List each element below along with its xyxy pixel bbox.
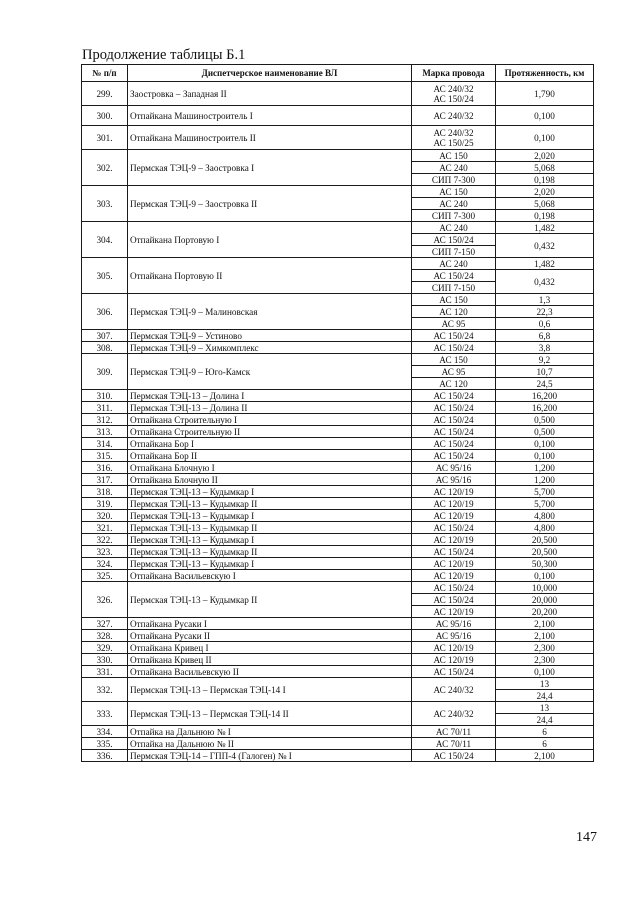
wire-mark: АС 70/11 xyxy=(412,726,496,738)
line-name: Отпайкана Блочную I xyxy=(128,462,412,474)
table-row xyxy=(82,82,594,106)
table-row xyxy=(82,486,594,498)
table-row xyxy=(82,450,594,462)
row-number: 322. xyxy=(82,534,128,546)
line-length: 5,700 xyxy=(496,498,594,510)
row-number: 313. xyxy=(82,426,128,438)
table-header-row xyxy=(82,65,594,82)
line-name: Пермская ТЭЦ-13 – Кудымкар I xyxy=(128,510,412,522)
line-name: Пермская ТЭЦ-13 – Кудымкар II xyxy=(128,582,412,618)
line-name: Пермская ТЭЦ-13 – Кудымкар II xyxy=(128,546,412,558)
wire-mark: АС 95 xyxy=(412,318,496,330)
line-length: 4,800 xyxy=(496,510,594,522)
table-row xyxy=(82,426,594,438)
line-length: 9,2 xyxy=(496,354,594,366)
power-lines-table xyxy=(81,64,594,762)
row-number: 326. xyxy=(82,582,128,618)
line-name: Отпайка на Дальнюю № I xyxy=(128,726,412,738)
row-number: 327. xyxy=(82,618,128,630)
table-body xyxy=(82,82,594,762)
table-row xyxy=(82,642,594,654)
line-name: Отпайкана Русаки I xyxy=(128,618,412,630)
line-length: 24,4 xyxy=(496,714,594,726)
wire-mark: АС 95/16 xyxy=(412,462,496,474)
line-name: Отпайкана Русаки II xyxy=(128,630,412,642)
line-name: Пермская ТЭЦ-13 – Кудымкар II xyxy=(128,522,412,534)
line-length: 20,500 xyxy=(496,534,594,546)
table-row xyxy=(82,546,594,558)
line-length: 13 xyxy=(496,678,594,690)
line-length: 2,100 xyxy=(496,630,594,642)
row-number: 325. xyxy=(82,570,128,582)
row-number: 318. xyxy=(82,486,128,498)
table-row xyxy=(82,414,594,426)
wire-mark: АС 240 xyxy=(412,222,496,234)
line-length: 24,4 xyxy=(496,690,594,702)
row-number: 320. xyxy=(82,510,128,522)
line-name: Заостровка – Западная II xyxy=(128,82,412,106)
row-number: 333. xyxy=(82,702,128,726)
line-length: 2,300 xyxy=(496,654,594,666)
table-row xyxy=(82,390,594,402)
row-number: 321. xyxy=(82,522,128,534)
line-name: Пермская ТЭЦ-9 – Заостровка II xyxy=(128,186,412,222)
line-length: 6 xyxy=(496,738,594,750)
wire-mark: АС 120/19 xyxy=(412,642,496,654)
table-row xyxy=(82,342,594,354)
wire-mark: СИП 7-300 xyxy=(412,174,496,186)
line-length: 0,100 xyxy=(496,106,594,126)
line-length: 1,200 xyxy=(496,474,594,486)
row-number: 331. xyxy=(82,666,128,678)
line-length: 5,068 xyxy=(496,162,594,174)
line-length: 0,100 xyxy=(496,126,594,150)
table-row xyxy=(82,186,594,198)
line-name: Пермская ТЭЦ-13 – Кудымкар I xyxy=(128,486,412,498)
wire-mark: АС 95/16 xyxy=(412,474,496,486)
line-length: 2,020 xyxy=(496,186,594,198)
line-length: 5,068 xyxy=(496,198,594,210)
row-number: 308. xyxy=(82,342,128,354)
line-name: Отпайкана Блочную II xyxy=(128,474,412,486)
row-number: 315. xyxy=(82,450,128,462)
page-number: 147 xyxy=(576,830,597,845)
wire-mark: АС 95/16 xyxy=(412,630,496,642)
line-length: 1,482 xyxy=(496,222,594,234)
row-number: 330. xyxy=(82,654,128,666)
line-name: Отпайкана Бор II xyxy=(128,450,412,462)
row-number: 302. xyxy=(82,150,128,186)
wire-mark: АС 150/24 xyxy=(412,342,496,354)
line-length: 0,100 xyxy=(496,438,594,450)
header-num: № п/п xyxy=(82,65,128,82)
wire-mark: АС 240 xyxy=(412,162,496,174)
line-name: Отпайкана Строительную II xyxy=(128,426,412,438)
wire-mark: АС 240/32 xyxy=(433,83,474,94)
table-row xyxy=(82,750,594,762)
line-name: Пермская ТЭЦ-13 – Кудымкар I xyxy=(128,534,412,546)
row-number: 312. xyxy=(82,414,128,426)
line-name: Пермская ТЭЦ-13 – Кудымкар II xyxy=(128,498,412,510)
table-row xyxy=(82,618,594,630)
wire-mark: АС 150/24 xyxy=(412,438,496,450)
row-number: 311. xyxy=(82,402,128,414)
line-length: 0,432 xyxy=(496,234,594,258)
table-row xyxy=(82,258,594,270)
row-number: 316. xyxy=(82,462,128,474)
wire-mark: АС 150/24 xyxy=(412,522,496,534)
line-name: Отпайкана Машиностроитель II xyxy=(128,126,412,150)
table-caption: Продолжение таблицы Б.1 xyxy=(82,47,246,63)
row-number: 328. xyxy=(82,630,128,642)
table-row xyxy=(82,402,594,414)
row-number: 335. xyxy=(82,738,128,750)
wire-mark: АС 120/19 xyxy=(412,486,496,498)
line-name: Отпайкана Васильевскую I xyxy=(128,570,412,582)
wire-mark: АС 150/25 xyxy=(433,137,474,148)
row-number: 309. xyxy=(82,354,128,390)
row-number: 305. xyxy=(82,258,128,294)
table-row xyxy=(82,630,594,642)
line-name: Пермская ТЭЦ-13 – Долина I xyxy=(128,390,412,402)
line-name: Пермская ТЭЦ-13 – Пермская ТЭЦ-14 II xyxy=(128,702,412,726)
table-row xyxy=(82,558,594,570)
line-name: Отпайкана Васильевскую II xyxy=(128,666,412,678)
wire-mark: АС 150/24 xyxy=(412,426,496,438)
table-row xyxy=(82,222,594,234)
wire-mark: АС 120/19 xyxy=(412,498,496,510)
line-length: 0,100 xyxy=(496,450,594,462)
table-row xyxy=(82,666,594,678)
wire-mark-cell xyxy=(412,126,496,150)
wire-mark: АС 240 xyxy=(412,198,496,210)
wire-mark: СИП 7-150 xyxy=(412,282,496,294)
line-length: 0,100 xyxy=(496,570,594,582)
line-name: Пермская ТЭЦ-13 – Пермская ТЭЦ-14 I xyxy=(128,678,412,702)
wire-mark: АС 240/32 xyxy=(433,127,474,138)
wire-mark: АС 120/19 xyxy=(412,654,496,666)
wire-mark: АС 150/24 xyxy=(412,582,496,594)
wire-mark: АС 240/32 xyxy=(412,678,496,702)
line-length: 5,700 xyxy=(496,486,594,498)
wire-mark: АС 150/24 xyxy=(412,546,496,558)
row-number: 304. xyxy=(82,222,128,258)
table-row xyxy=(82,498,594,510)
table-row xyxy=(82,294,594,306)
row-number: 314. xyxy=(82,438,128,450)
wire-mark: АС 120 xyxy=(412,306,496,318)
table-row xyxy=(82,474,594,486)
wire-mark: АС 150/24 xyxy=(412,402,496,414)
line-length: 20,000 xyxy=(496,594,594,606)
row-number: 299. xyxy=(82,82,128,106)
wire-mark: АС 120/19 xyxy=(412,510,496,522)
wire-mark: АС 70/11 xyxy=(412,738,496,750)
row-number: 332. xyxy=(82,678,128,702)
wire-mark: АС 150/24 xyxy=(412,750,496,762)
wire-mark: АС 150/24 xyxy=(412,666,496,678)
table-row xyxy=(82,678,594,690)
wire-mark: АС 95/16 xyxy=(412,618,496,630)
wire-mark: АС 120/19 xyxy=(412,558,496,570)
table-row xyxy=(82,126,594,150)
line-name: Отпайкана Строительную I xyxy=(128,414,412,426)
line-length: 1,482 xyxy=(496,258,594,270)
line-name: Пермская ТЭЦ-9 – Малиновская xyxy=(128,294,412,330)
line-name: Отпайкана Кривец II xyxy=(128,654,412,666)
line-length: 1,3 xyxy=(496,294,594,306)
row-number: 310. xyxy=(82,390,128,402)
line-length: 0,100 xyxy=(496,666,594,678)
line-length: 1,790 xyxy=(496,82,594,106)
line-name: Пермская ТЭЦ-9 – Устиново xyxy=(128,330,412,342)
header-name: Диспетчерское наименование ВЛ xyxy=(128,65,412,82)
line-length: 20,500 xyxy=(496,546,594,558)
line-length: 10,7 xyxy=(496,366,594,378)
wire-mark: АС 150/24 xyxy=(412,330,496,342)
line-name: Отпайкана Портовую I xyxy=(128,222,412,258)
row-number: 319. xyxy=(82,498,128,510)
wire-mark-cell xyxy=(412,82,496,106)
wire-mark: АС 120/19 xyxy=(412,570,496,582)
table-row xyxy=(82,106,594,126)
row-number: 306. xyxy=(82,294,128,330)
row-number: 323. xyxy=(82,546,128,558)
wire-mark: СИП 7-150 xyxy=(412,246,496,258)
line-length: 10,000 xyxy=(496,582,594,594)
line-name: Пермская ТЭЦ-9 – Заостровка I xyxy=(128,150,412,186)
table-row xyxy=(82,582,594,594)
table-row xyxy=(82,510,594,522)
line-length: 20,200 xyxy=(496,606,594,618)
line-length: 50,300 xyxy=(496,558,594,570)
line-length: 2,100 xyxy=(496,750,594,762)
wire-mark: АС 240 xyxy=(412,258,496,270)
wire-mark: АС 150/24 xyxy=(412,450,496,462)
table-row xyxy=(82,438,594,450)
line-name: Отпайка на Дальнюю № II xyxy=(128,738,412,750)
wire-mark: АС 95 xyxy=(412,366,496,378)
wire-mark: АС 150/24 xyxy=(433,93,474,104)
line-length: 1,200 xyxy=(496,462,594,474)
wire-mark: СИП 7-300 xyxy=(412,210,496,222)
row-number: 317. xyxy=(82,474,128,486)
line-length: 16,200 xyxy=(496,390,594,402)
row-number: 303. xyxy=(82,186,128,222)
wire-mark: АС 150/24 xyxy=(412,414,496,426)
row-number: 307. xyxy=(82,330,128,342)
wire-mark: АС 150/24 xyxy=(412,234,496,246)
line-length: 0,432 xyxy=(496,270,594,294)
line-name: Пермская ТЭЦ-9 – Химкомплекс xyxy=(128,342,412,354)
row-number: 324. xyxy=(82,558,128,570)
table-row xyxy=(82,330,594,342)
line-length: 6,8 xyxy=(496,330,594,342)
table-row xyxy=(82,522,594,534)
line-name: Пермская ТЭЦ-14 – ГПП-4 (Галоген) № I xyxy=(128,750,412,762)
wire-mark: АС 150 xyxy=(412,186,496,198)
line-length: 0,198 xyxy=(496,174,594,186)
table-row xyxy=(82,726,594,738)
header-length: Протяженность, км xyxy=(496,65,594,82)
wire-mark: АС 150 xyxy=(412,354,496,366)
line-length: 2,020 xyxy=(496,150,594,162)
line-length: 0,500 xyxy=(496,414,594,426)
row-number: 301. xyxy=(82,126,128,150)
wire-mark: АС 150 xyxy=(412,294,496,306)
table-row xyxy=(82,738,594,750)
line-length: 3,8 xyxy=(496,342,594,354)
header-wire: Марка провода xyxy=(412,65,496,82)
line-name: Отпайкана Бор I xyxy=(128,438,412,450)
wire-mark: АС 150/24 xyxy=(412,594,496,606)
line-length: 13 xyxy=(496,702,594,714)
wire-mark: АС 120/19 xyxy=(412,606,496,618)
line-name: Пермская ТЭЦ-9 – Юго-Камск xyxy=(128,354,412,390)
line-name: Отпайкана Портовую II xyxy=(128,258,412,294)
line-length: 22,3 xyxy=(496,306,594,318)
line-name: Отпайкана Кривец I xyxy=(128,642,412,654)
wire-mark: АС 240/32 xyxy=(412,106,496,126)
line-length: 0,500 xyxy=(496,426,594,438)
table-row xyxy=(82,462,594,474)
row-number: 336. xyxy=(82,750,128,762)
wire-mark: АС 150 xyxy=(412,150,496,162)
wire-mark: АС 120/19 xyxy=(412,534,496,546)
table-row xyxy=(82,354,594,366)
line-name: Пермская ТЭЦ-13 – Долина II xyxy=(128,402,412,414)
wire-mark: АС 240/32 xyxy=(412,702,496,726)
line-length: 24,5 xyxy=(496,378,594,390)
line-length: 6 xyxy=(496,726,594,738)
line-length: 4,800 xyxy=(496,522,594,534)
row-number: 334. xyxy=(82,726,128,738)
wire-mark: АС 150/24 xyxy=(412,270,496,282)
table-row xyxy=(82,534,594,546)
table-row xyxy=(82,570,594,582)
wire-mark: АС 120 xyxy=(412,378,496,390)
row-number: 329. xyxy=(82,642,128,654)
line-length: 0,198 xyxy=(496,210,594,222)
line-length: 0,6 xyxy=(496,318,594,330)
table-row xyxy=(82,654,594,666)
line-name: Отпайкана Машиностроитель I xyxy=(128,106,412,126)
table-row xyxy=(82,150,594,162)
line-name: Пермская ТЭЦ-13 – Кудымкар I xyxy=(128,558,412,570)
wire-mark: АС 150/24 xyxy=(412,390,496,402)
line-length: 16,200 xyxy=(496,402,594,414)
line-length: 2,100 xyxy=(496,618,594,630)
row-number: 300. xyxy=(82,106,128,126)
line-length: 2,300 xyxy=(496,642,594,654)
table-row xyxy=(82,702,594,714)
